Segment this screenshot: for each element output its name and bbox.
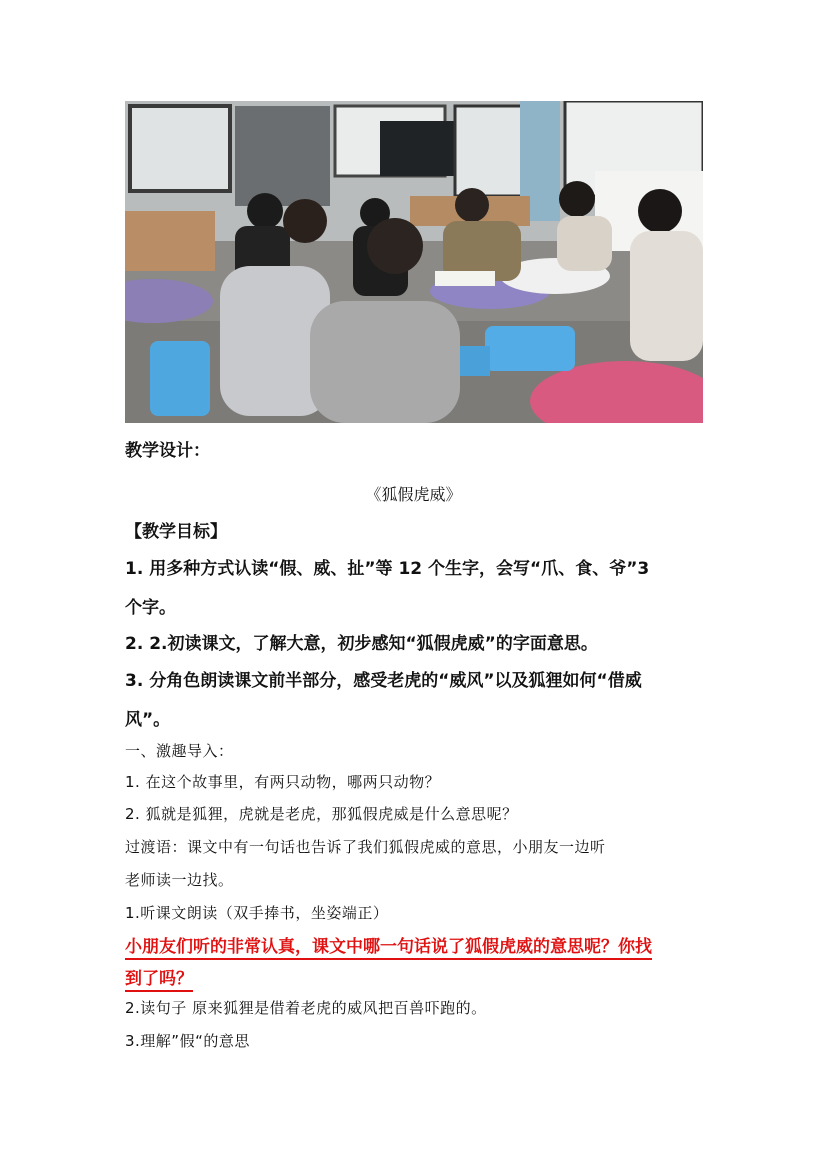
highlight-text-2: 到了吗？ (125, 969, 193, 992)
body-line-6: 2.读句子 原来狐狸是借着老虎的威风把百兽吓跑的。 (125, 999, 487, 1017)
highlight-question-line-2 (125, 964, 193, 989)
objectives-heading: 【教学目标】 (125, 522, 227, 542)
objective-line-2: 个字。 (125, 598, 176, 618)
objective-line-4: 3. 分角色朗读课文前半部分，感受老虎的“威风”以及狐狸如何“借威 (125, 671, 642, 691)
body-line-2: 2. 狐就是狐狸，虎就是老虎，那狐假虎威是什么意思呢？ (125, 805, 518, 823)
body-line-7: 3.理解”假“的意思 (125, 1032, 250, 1050)
body-line-3: 过渡语：课文中有一句话也告诉了我们狐假虎威的意思，小朋友一边听 (125, 838, 606, 856)
body-line-5: 1.听课文朗读（双手捧书，坐姿端正） (125, 904, 389, 922)
objective-line-3: 2. 2.初读课文，了解大意，初步感知“狐假虎威”的字面意思。 (125, 634, 598, 654)
lesson-title: 《狐假虎威》 (365, 485, 462, 504)
highlight-question-line-1 (125, 932, 652, 957)
body-line-4: 老师读一边找。 (125, 871, 234, 889)
objective-line-5: 风”。 (125, 710, 171, 730)
classroom-photo (125, 101, 703, 423)
objective-line-1: 1. 用多种方式认读“假、威、扯”等 12 个生字，会写“爪、食、爷”3 (125, 559, 650, 579)
part1-heading: 一、激趣导入： (125, 742, 234, 760)
highlight-text-1: 小朋友们听的非常认真，课文中哪一句话说了狐假虎威的意思呢？你找 (125, 937, 652, 960)
section-title: 教学设计： (125, 441, 210, 461)
body-line-1: 1. 在这个故事里，有两只动物，哪两只动物？ (125, 773, 441, 791)
